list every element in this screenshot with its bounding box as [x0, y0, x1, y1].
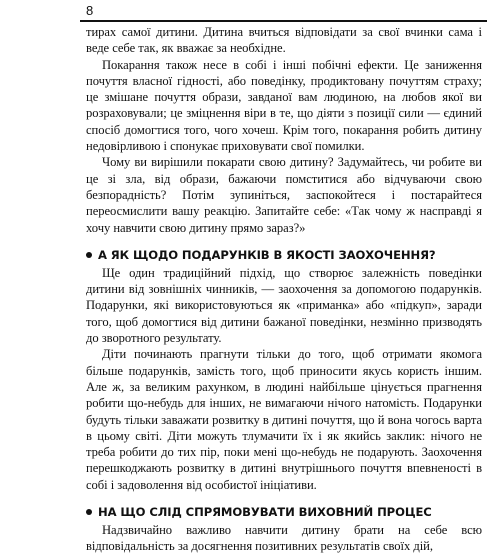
bullet-icon — [86, 509, 92, 515]
bullet-icon — [86, 252, 92, 258]
page-number: 8 — [86, 3, 94, 18]
paragraph-gifts-effects: Діти починають прагнути тільки до того, щоб отримати якомога більше подарунків, замість того, щоб приносити якусь користь іншим. Але ж, за великим рахунком, в людині найбільше цінується прагнення робити що-небудь для інших, не вимагаючи нічого натомість. Подарунки будуть тільки заважати розвитку в дитині почуття, що й вона чогось варта в цьому світі. Діти можуть тлумачити їх і як якийсь заклик: нічого не треба робити до тих пір, поки мені що-небудь не подарують. Заохочення перешкоджають розвитку в дитині внутрішнього почуття впевненості в собі і задоволення від особистої ініціативи. — [86, 347, 482, 492]
page-content — [86, 24, 482, 555]
paragraph-continuation: тирах самої дитини. Дитина вчиться відповідати за свої вчинки сама і веде себе так, як вважає за необхідне. — [86, 25, 482, 56]
paragraph-why-punish: Чому ви вирішили покарати свою дитину? Задумайтесь, чи робите ви це зі зла, від образи, бажаючи помститися або відчуваючи свою безпорадність? Потім зупиніться, заспокойтеся і постарайтеся переосмислити вашу реакцію. Запитайте себе: «Так чому ж насправді я хочу навчити свою дитину прямо зараз?» — [86, 155, 482, 235]
paragraph-punishment-effects: Покарання також несе в собі і інші побічні ефекти. Це заниження почуття власної гідності, або поведінку, продиктовану почуттям страху; це змішане почуття образи, завданої вам людиною, на любов якої ви розраховували; це зміцнення віри в те, що діяти з позиції сили — єдиний спосіб домогтися того, чого хочеш. Крім того, покарання робить дитину недовірливою і спонукає приховувати свої помилки. — [86, 57, 482, 154]
section-heading-upbringing-text: НА ЩО СЛІД СПРЯМОВУВАТИ ВИХОВНИЙ ПРОЦЕС — [98, 505, 432, 520]
header-rule — [80, 20, 487, 22]
section-heading-gifts — [86, 247, 482, 263]
section-heading-gifts-text: А ЯК ЩОДО ПОДАРУНКІВ В ЯКОСТІ ЗАОХОЧЕННЯ? — [98, 247, 436, 262]
section-heading-upbringing — [86, 504, 482, 520]
paragraph-responsibility: Надзвичайно важливо навчити дитину брати на себе всю відповідальність за досягнення позитивних результатів своїх дій, — [86, 523, 482, 554]
paragraph-gifts-approach: Ще один традиційний підхід, що створює залежність поведінки дитини від зовнішніх чинників, — заохочення за допомогою подарунків. Подарунки, які використовуються як «приманка» або «підкуп», заради того, щоб домогтися від дитини бажаної поведінки, незмінно призводять до зворотного результату. — [86, 265, 482, 346]
